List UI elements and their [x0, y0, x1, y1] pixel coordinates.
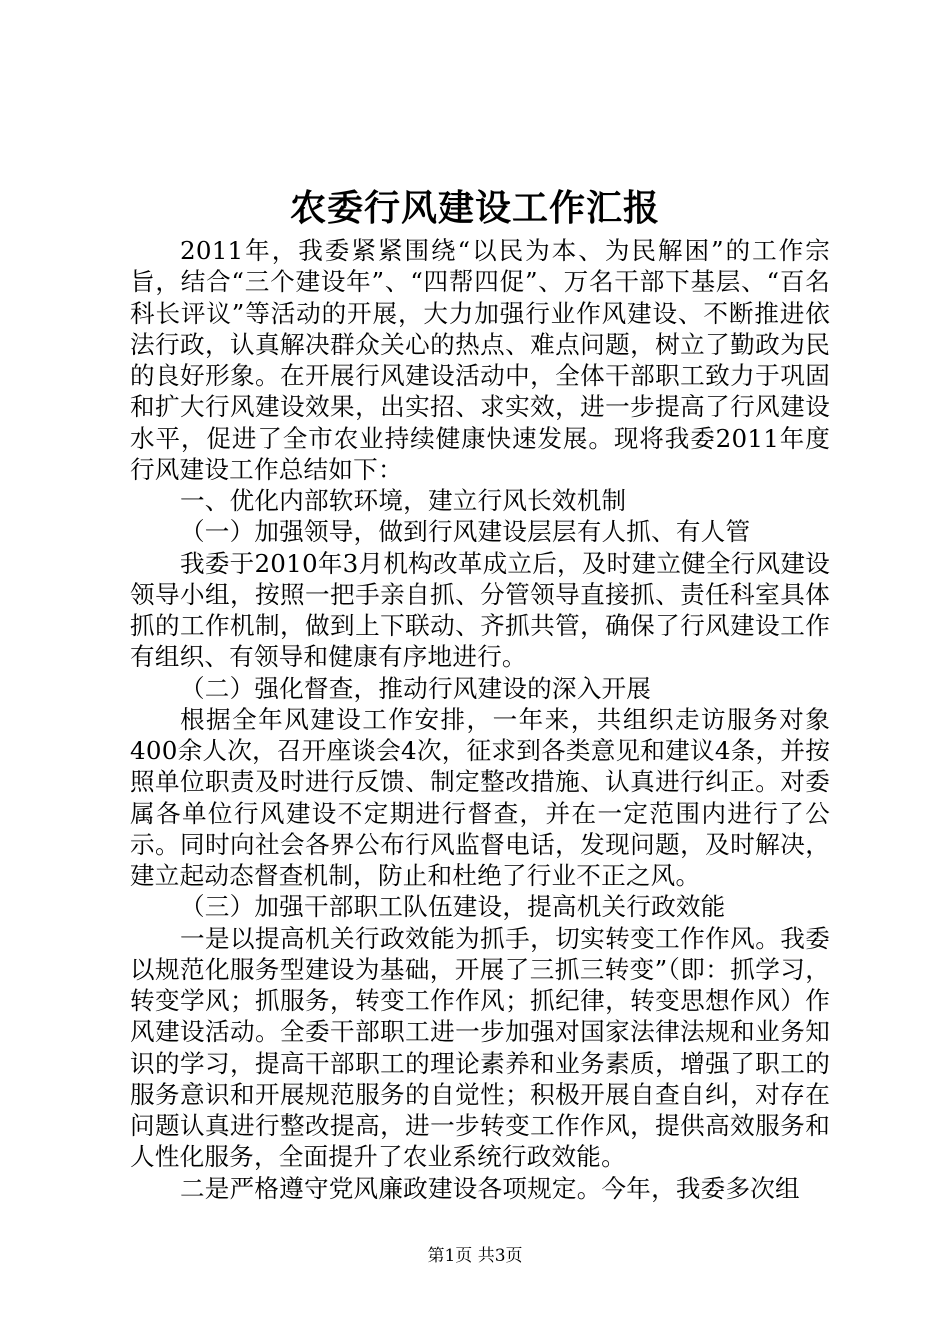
paragraph-intro: 2011年，我委紧紧围绕“以民为本、为民解困”的工作宗旨，结合“三个建设年”、“四帮四促”、万名干部下基层、“百名科长评议”等活动的开展，大力加强行业作风建设、不断推进依法行政，认真解决群众关心的热点、难点问题，树立了勤政为民的良好形象。在开展行风建设活动中，全体干部职工致力于巩固和扩大行风建设效果，出实招、求实效，进一步提高了行风建设水平，促进了全市农业持续健康快速发展。现将我委2011年度行风建设工作总结如下：: [130, 236, 830, 484]
paragraph-efficiency: 一是以提高机关行政效能为抓手，切实转变工作作风。我委以规范化服务型建设为基础，开展了三抓三转变”（即：抓学习，转变学风；抓服务，转变工作作风；抓纪律，转变思想作风）作风建设活动。全委干部职工进一步加强对国家法律法规和业务知识的学习，提高干部职工的理论素养和业务素质，增强了职工的服务意识和开展规范服务的自觉性；积极开展自查自纠，对存在问题认真进行整改提高，进一步转变工作作风，提供高效服务和人性化服务，全面提升了农业系统行政效能。: [130, 923, 830, 1172]
document-body: [130, 235, 830, 1204]
subsection-heading-3: （三）加强干部职工队伍建设，提高机关行政效能: [180, 892, 726, 922]
subsection-heading-1: （一）加强领导，做到行风建设层层有人抓、有人管: [180, 517, 751, 547]
paragraph-leadership: 我委于2010年3月机构改革成立后，及时建立健全行风建设领导小组，按照一把手亲自抓、分管领导直接抓、责任科室具体抓的工作机制，做到上下联动、齐抓共管，确保了行风建设工作有组织、有领导和健康有序地进行。: [130, 548, 830, 672]
subsection-heading-2: （二）强化督查，推动行风建设的深入开展: [180, 673, 652, 703]
paragraph-discipline: 二是严格遵守党风廉政建设各项规定。今年，我委多次组: [180, 1173, 800, 1203]
document-title: 农委行风建设工作汇报: [289, 187, 660, 229]
paragraph-supervision: 根据全年风建设工作安排，一年来，共组织走访服务对象400余人次，召开座谈会4次，征求到各类意见和建议4条，并按照单位职责及时进行反馈、制定整改措施、认真进行纠正。对委属各单位行风建设不定期进行督查，并在一定范围内进行了公示。同时向社会各界公布行风监督电话，发现问题，及时解决，建立起动态督查机制，防止和杜绝了行业不正之风。: [130, 704, 830, 890]
section-heading-1: 一、优化内部软环境，建立行风长效机制: [180, 486, 627, 515]
page-footer: 第1页 共3页: [427, 1246, 523, 1266]
